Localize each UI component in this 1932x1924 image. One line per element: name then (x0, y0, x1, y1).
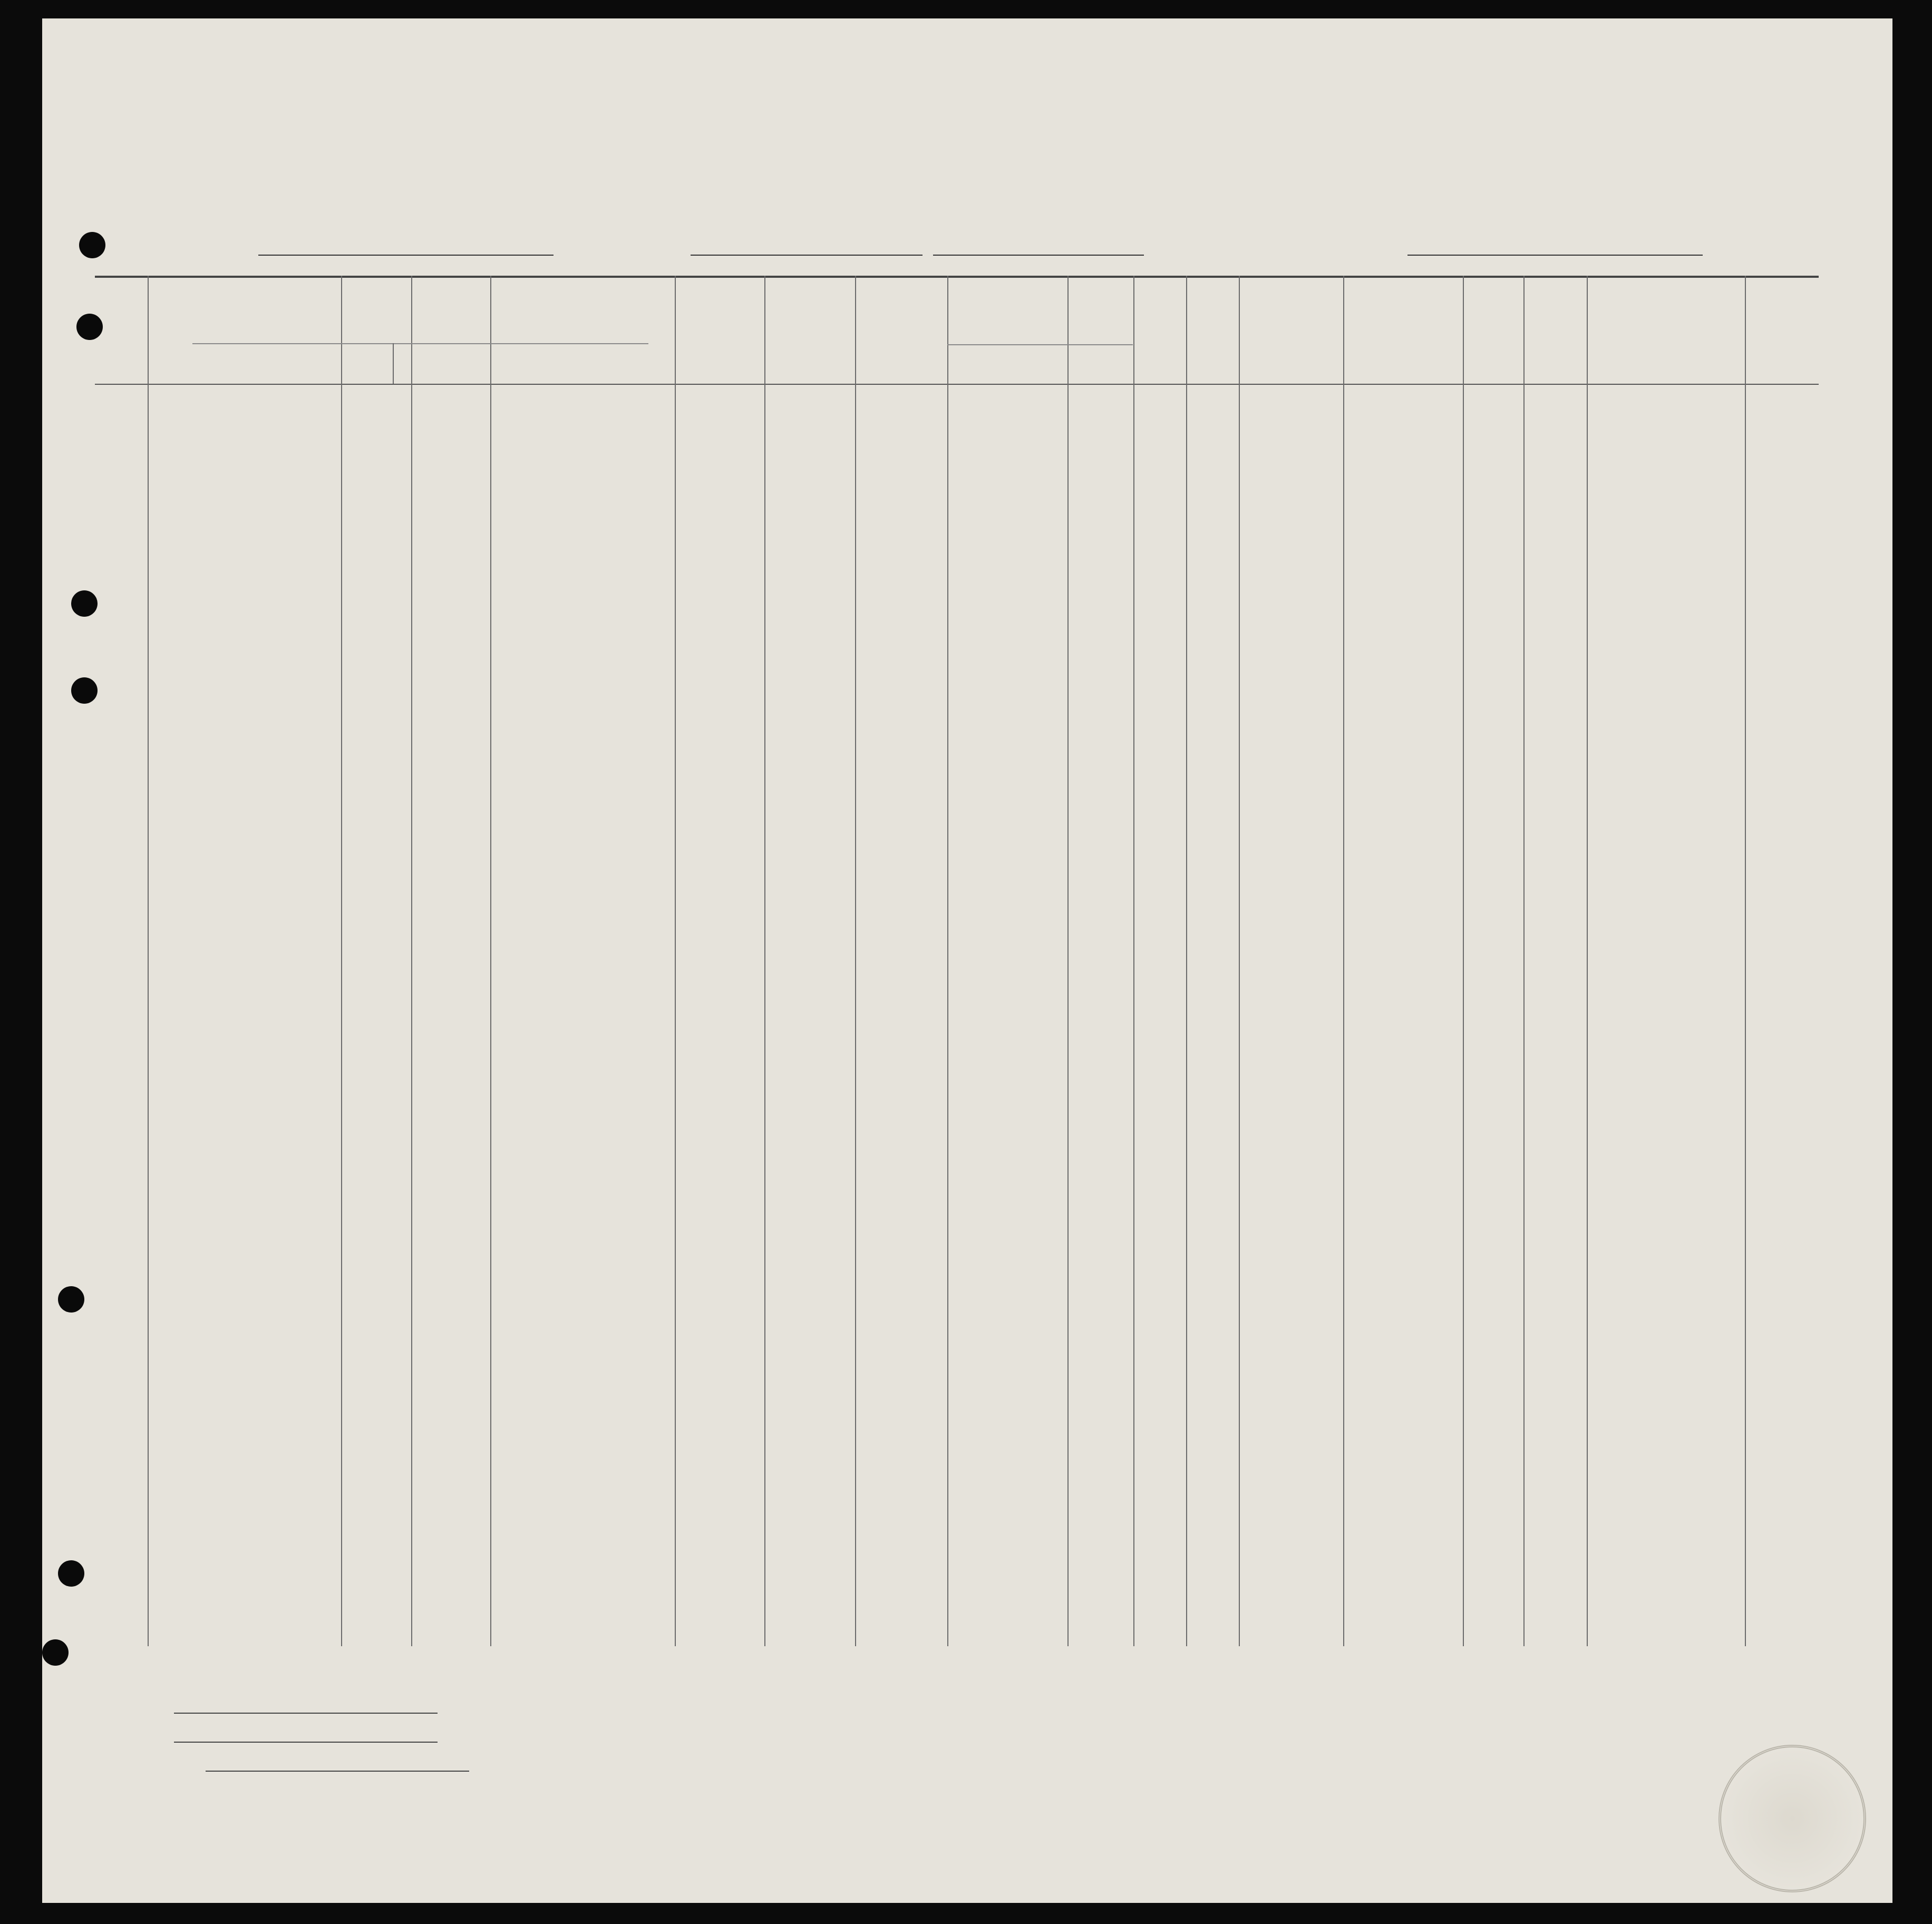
vessel-line (42, 224, 1892, 261)
agents-value (206, 1771, 469, 1772)
manifest-sheet (42, 18, 1892, 1903)
punch-hole (58, 1560, 84, 1587)
punch-hole (58, 1286, 84, 1313)
line-field (100, 1700, 438, 1718)
punch-hole (79, 232, 105, 258)
punch-hole (71, 590, 98, 617)
agents-field (100, 1758, 469, 1776)
punch-hole (42, 1639, 69, 1666)
line-value (174, 1713, 438, 1714)
owners-value (174, 1742, 438, 1743)
official-seal (1719, 1745, 1866, 1892)
punch-hole (76, 314, 103, 340)
punch-hole (71, 677, 98, 704)
owners-field (100, 1729, 438, 1747)
crew-table (95, 276, 1819, 1646)
